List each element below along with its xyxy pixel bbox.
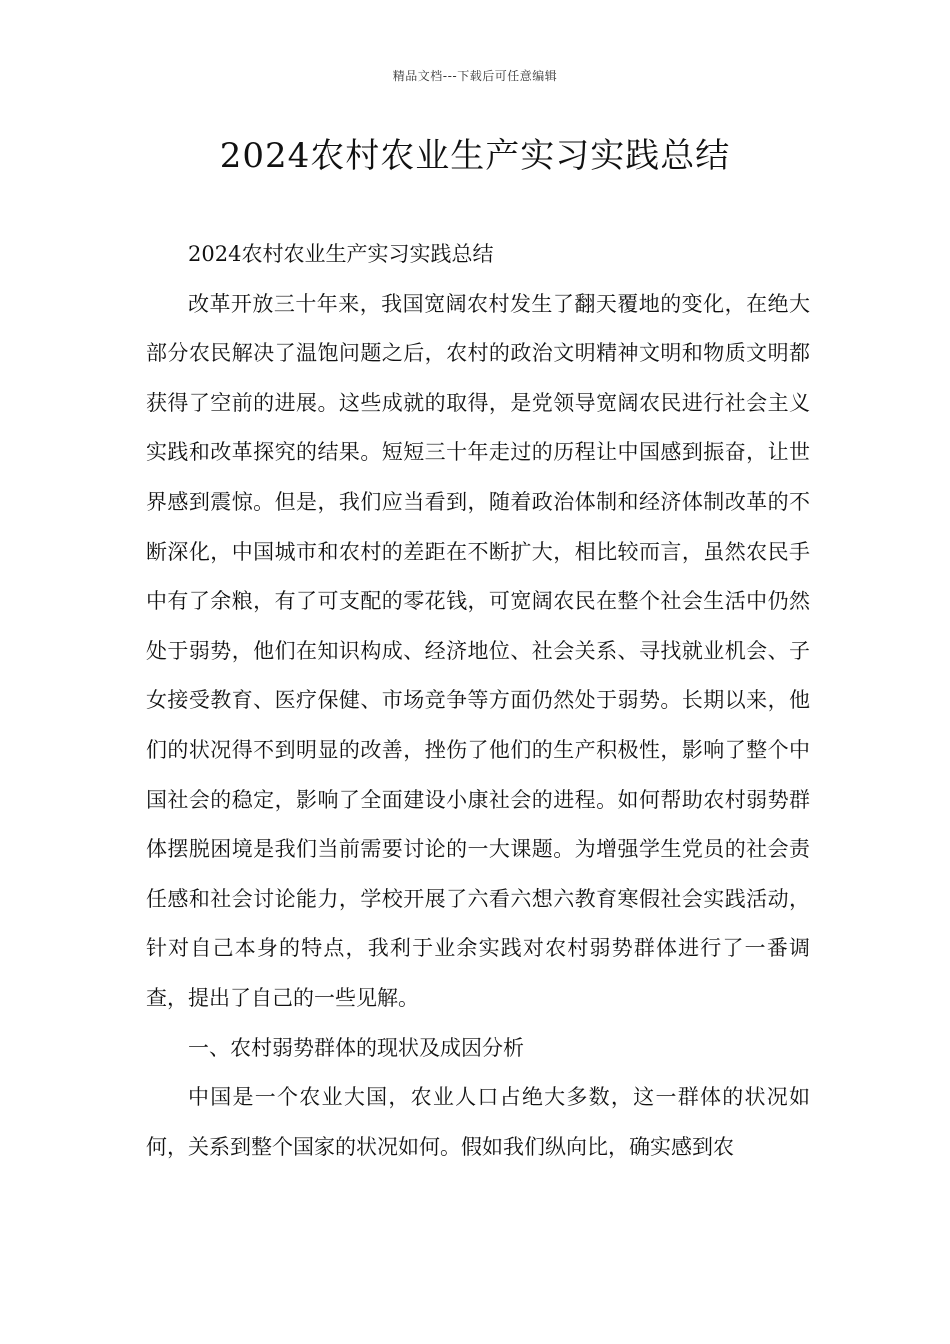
body-paragraph: 中国是一个农业大国，农业人口占绝大多数，这一群体的状况如何，关系到整个国家的状况如何。假如我们纵向比，确实感到农 bbox=[146, 1085, 810, 1159]
document-body bbox=[146, 230, 810, 1172]
body-paragraph: 改革开放三十年来，我国宽阔农村发生了翻天覆地的变化，在绝大部分农民解决了温饱问题之后，农村的政治文明精神文明和物质文明都获得了空前的进展。这些成就的取得，是党领导宽阔农民进行社会主义实践和改革探究的结果。短短三十年走过的历程让中国感到振奋，让世界感到震惊。但是，我们应当看到，随着政治体制和经济体制改革的不断深化，中国城市和农村的差距在不断扩大，相比较而言，虽然农民手中有了余粮，有了可支配的零花钱，可宽阔农民在整个社会生活中仍然处于弱势，他们在知识构成、经济地位、社会关系、寻找就业机会、子女接受教育、医疗保健、市场竞争等方面仍然处于弱势。长期以来，他们的状况得不到明显的改善，挫伤了他们的生产积极性，影响了整个中国社会的稳定，影响了全面建设小康社会的进程。如何帮助农村弱势群体摆脱困境是我们当前需要讨论的一大课题。为增强学生党员的社会责任感和社会讨论能力，学校开展了六看六想六教育寒假社会实践活动，针对自己本身的特点，我利于业余实践对农村弱势群体进行了一番调查，提出了自己的一些见解。 bbox=[146, 291, 810, 1010]
header-note: 精品文档---下载后可任意编辑 bbox=[392, 69, 558, 83]
document-title: 2024农村农业生产实习实践总结 bbox=[219, 136, 731, 176]
subtitle-paragraph: 2024农村农业生产实习实践总结 bbox=[188, 242, 494, 266]
section-heading: 一、农村弱势群体的现状及成因分析 bbox=[188, 1035, 524, 1060]
